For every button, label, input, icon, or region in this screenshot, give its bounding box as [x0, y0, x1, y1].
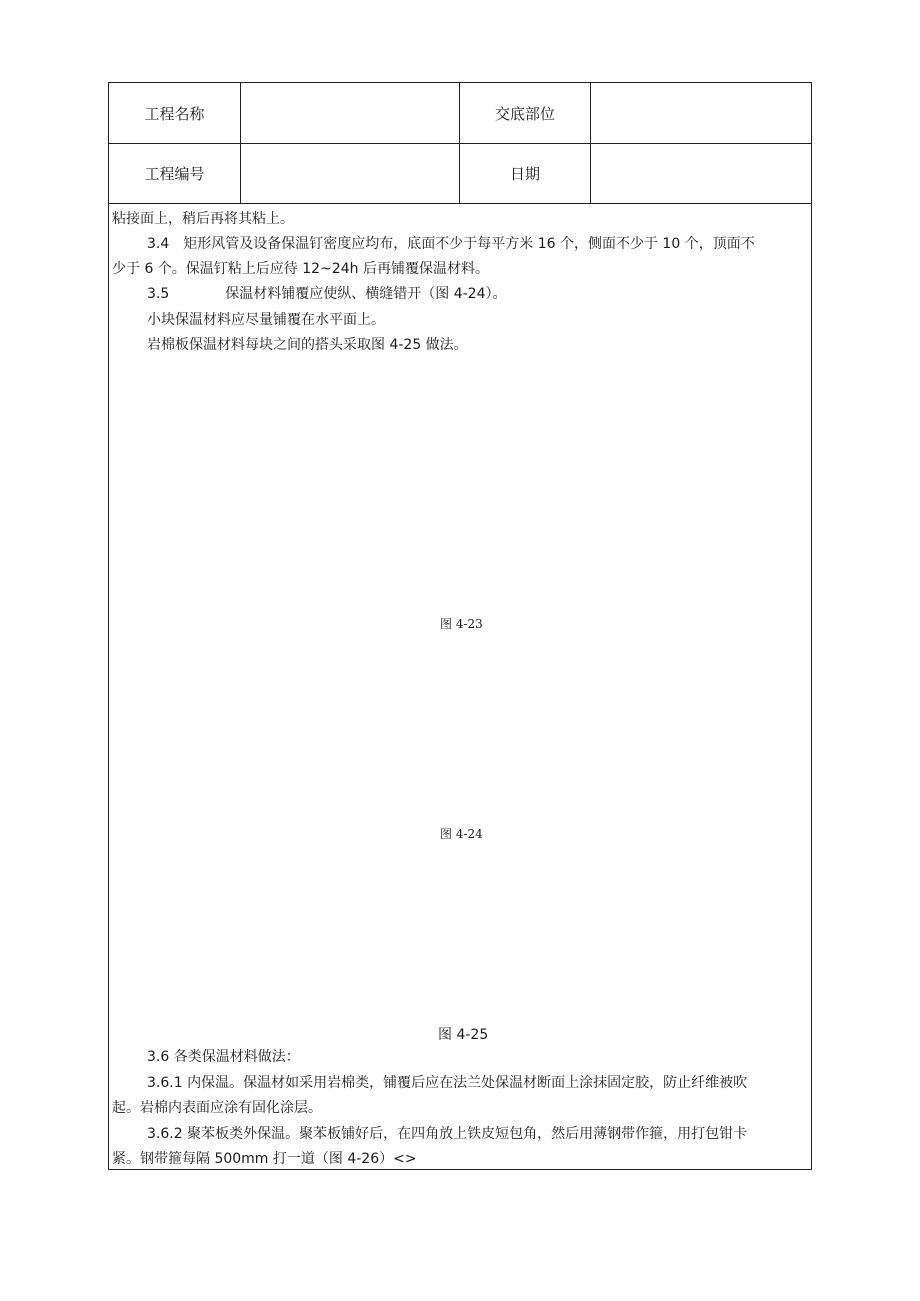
text-line: 少于 6 个。保温钉粘上后应待 12~24h 后再铺覆保温材料。: [112, 261, 489, 277]
header-row-2: [109, 144, 811, 204]
text-line: 3.6 各类保温材料做法：: [147, 1049, 300, 1065]
project-name-value[interactable]: [241, 83, 460, 143]
handover-part-value[interactable]: [591, 83, 811, 143]
project-no-label: 工程编号: [109, 144, 241, 203]
text-line: 小块保温材料应尽量铺覆在水平面上。: [147, 312, 385, 328]
project-name-label: 工程名称: [109, 83, 241, 143]
text-line: 起。岩棉内表面应涂有固化涂层。: [112, 1100, 322, 1116]
handover-part-label: 交底部位: [460, 83, 591, 143]
project-no-value[interactable]: [241, 144, 460, 203]
figure-caption-4-25: 图 4-25: [438, 1027, 489, 1043]
figure-caption-4-23: 图 4-23: [440, 617, 483, 631]
text-line: 3.4 矩形风管及设备保温钉密度应均布，底面不少于每平方米 16 个，侧面不少于 10 个，顶面不: [147, 236, 755, 252]
text-line: 粘接面上，稍后再将其粘上。: [112, 211, 294, 227]
text-line: 3.5 保温材料铺覆应使纵、横缝错开（图 4-24）。: [147, 286, 507, 302]
text-line: 3.6.2 聚苯板类外保温。聚苯板铺好后，在四角放上铁皮短包角，然后用薄钢带作箍，用打包钳卡: [147, 1126, 748, 1142]
text-line: 紧。钢带箍每隔 500mm 打一道（图 4-26）<>: [112, 1151, 417, 1167]
text-line: 岩棉板保温材料每块之间的搭头采取图 4-25 做法。: [147, 337, 468, 353]
date-value[interactable]: [591, 144, 811, 203]
header-row-1: [109, 83, 811, 144]
text-line: 3.6.1 内保温。保温材如采用岩棉类，铺覆后应在法兰处保温材断面上涂抹固定胶，防止纤维被吹: [147, 1075, 748, 1091]
date-label: 日期: [460, 144, 591, 203]
handover-form: [108, 82, 812, 1170]
figure-caption-4-24: 图 4-24: [440, 827, 483, 841]
